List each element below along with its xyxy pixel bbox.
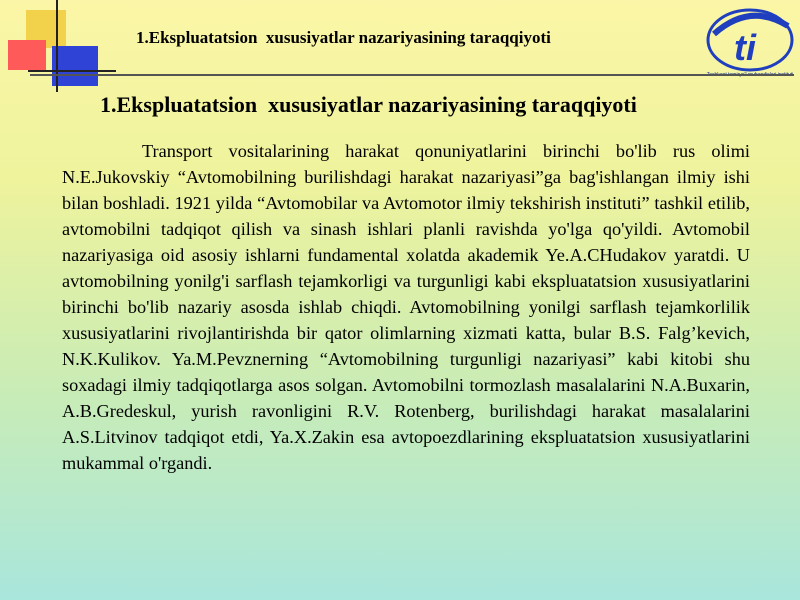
slide-body-text: Transport vositalarining harakat qonuniyatlarini birinchi bo'lib rus olimi N.E.Jukovskiy “Avtomobilning burilishdagi harakat nazariyasi”ga bag'ishlangan ilmiy ishi bilan boshladi. 1921 yilda “Avtomobilar va Avtomotor ilmiy tekshirish instituti” tashkil etilib, avtomobilni tadqiqot qilish va sinash ishlari planli ravishda yo'lga qo'yildi. Avtomobil nazariyasiga oid asosiy ishlarni fundamental xolatda akademik Ye.A.CHudakov yaratdi. U avtomobilning yonilg'i sarflash tejamkorligi va turgunligi kabi ekspluatatsion xususiyatlarini birinchi bo'lib nazariy asosda ishlab chiqdi. Avtomobilning yonilgi sarflash tejamkorlilik xususiyatlarini rivojlantirishda bir qator olimlarning xizmati katta, bular B.S. Falg’kevich, N.K.Kulikov. Ya.M.Pevznerning “Avtomobilning turgunligi nazariyasi” kabi kitobi shu soxadagi ilmiy tadqiqotlarga asos solgan. Avtomobilni tormozlash masalalarini N.A.Buxarin, A.B.Gredeskul, yurish ravonligini R.V. Rotenberg, burilishdagi harakat masalalarini A.S.Litvinov tadqiqot etdi, Ya.X.Zakin esa avtopoezdlarining ekspluatatsion xususiyatlarini mukammal o'rgandi. bbox=[62, 141, 750, 473]
decor-red-square bbox=[8, 40, 46, 70]
logo-mark: ti bbox=[734, 27, 756, 68]
slide-heading: 1.Ekspluatatsion xususiyatlar nazariyasining taraqqiyoti bbox=[100, 92, 637, 117]
header-title: 1.Ekspluatatsion xususiyatlar nazariyasining taraqqiyoti bbox=[136, 28, 551, 47]
decor-blue-square bbox=[52, 46, 98, 86]
header-divider bbox=[30, 74, 794, 76]
decor-vertical-line bbox=[56, 0, 58, 92]
decor-horizontal-line bbox=[28, 70, 116, 72]
